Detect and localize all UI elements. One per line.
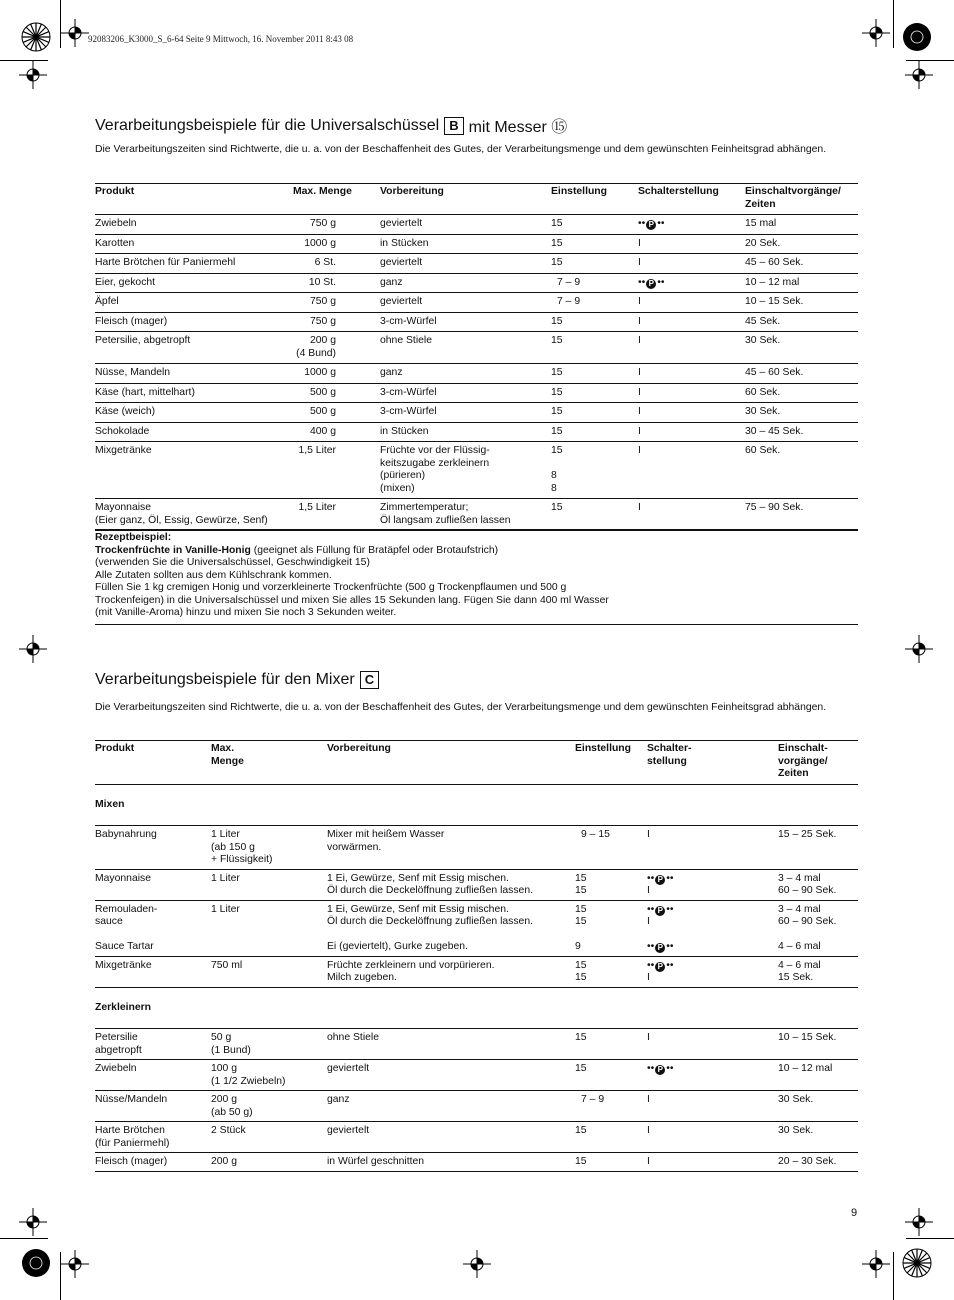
header-vorbereitung: Vorbereitung	[327, 743, 391, 754]
table-row	[95, 383, 858, 403]
recipe-box	[95, 529, 858, 625]
cell-produkt: Mayonnaise	[95, 872, 152, 884]
cell-schalter: •• P •• I •• P ••	[647, 903, 674, 952]
cell-einstellung: 7 – 9	[557, 276, 581, 288]
cell-einstellung: 15	[575, 1032, 587, 1043]
cell-menge: 750 g	[309, 296, 336, 307]
recipe-line: (verwenden Sie die Universalschüssel, Geschwindigkeit 15)	[95, 557, 370, 568]
intro-text: Die Verarbeitungszeiten sind Richtwerte, die u. a. von der Beschaffenheit des Gutes, der Verarbeitungsmenge und dem gewünschten Feinheitsgrad abhängen.	[95, 702, 827, 713]
cell-zeit: 60 Sek.	[745, 386, 781, 398]
cell-menge: 200 g	[211, 1156, 238, 1167]
table-row	[95, 403, 858, 423]
table-row	[95, 442, 858, 499]
recipe-heading: Rezeptbeispiel:	[95, 532, 172, 543]
table-row	[95, 422, 858, 442]
cell-einstellung: 15	[575, 1125, 587, 1136]
cell-menge: 100 g (1 1/2 Zwiebeln)	[211, 1063, 286, 1087]
header-einstellung: Einstellung	[575, 743, 631, 754]
crosshair-icon	[19, 61, 47, 89]
cell-produkt: Fleisch (mager)	[95, 315, 168, 327]
cell-einstellung: 7 – 9	[581, 1094, 605, 1105]
cell-einstellung: 15 15	[575, 959, 587, 983]
cell-menge: 200 g (4 Bund)	[296, 335, 336, 359]
table-row	[95, 234, 858, 254]
cell-schalter: I	[647, 829, 650, 840]
table-row	[95, 1060, 858, 1091]
cell-einstellung: 15	[551, 257, 563, 268]
cell-produkt: Babynahrung	[95, 829, 157, 840]
registration-star-icon	[902, 1248, 932, 1278]
cell-menge: 200 g (ab 50 g)	[211, 1094, 253, 1118]
cell-vorbereitung: Früchte vor der Flüssig- keitszugabe zerkleinern (pürieren) (mixen)	[380, 445, 490, 494]
table-row	[95, 273, 858, 293]
cell-zeit: 75 – 90 Sek.	[745, 502, 804, 513]
cell-vorbereitung: 1 Ei, Gewürze, Senf mit Essig mischen. Öl durch die Deckelöffnung zufließen lassen.	[327, 872, 534, 896]
cell-schalter: I	[638, 257, 641, 268]
cell-schalter: I	[647, 1125, 650, 1136]
cell-produkt: Käse (weich)	[95, 406, 156, 417]
table-row	[95, 332, 858, 364]
cell-schalter: I	[638, 502, 641, 513]
cell-produkt: Fleisch (mager)	[95, 1156, 168, 1167]
cell-produkt: Eier, gekocht	[95, 276, 156, 288]
cell-zeit: 60 Sek.	[745, 445, 781, 456]
table-row	[95, 215, 858, 235]
crosshair-icon	[61, 1250, 89, 1278]
crosshair-icon	[463, 1250, 491, 1278]
registration-star-icon	[21, 22, 51, 52]
cell-vorbereitung: Zimmertemperatur; Öl langsam zufließen lassen	[380, 502, 511, 526]
cell-einstellung: 15 15	[575, 872, 587, 896]
cell-vorbereitung: geviertelt	[327, 1063, 370, 1074]
cell-einstellung: 15	[551, 386, 563, 398]
section-title-universalschuessel	[95, 114, 567, 137]
cell-produkt: Mixgetränke	[95, 959, 152, 971]
table-row	[95, 826, 858, 870]
header-schalter: Schalterstellung	[638, 186, 719, 197]
cell-produkt: Schokolade	[95, 425, 150, 437]
cell-zeit: 3 – 4 mal 60 – 90 Sek.	[778, 872, 837, 896]
table-row	[95, 869, 858, 900]
recipe-line: Trockenfeigen) in die Universalschüssel und mixen Sie alles 15 Sekunden lang. Fügen Sie dann 400 ml Wasser	[95, 594, 609, 606]
cell-zeit: 10 – 15 Sek.	[745, 296, 804, 307]
cell-schalter: I	[638, 315, 641, 327]
cell-schalter: I	[647, 1156, 650, 1167]
cell-vorbereitung: ohne Stiele	[327, 1032, 379, 1043]
table-row	[95, 293, 858, 313]
pulse-switch-symbol: •• P ••	[647, 1063, 674, 1074]
title-text: Verarbeitungsbeispiele für die Universalschüssel	[95, 116, 440, 134]
cell-vorbereitung: 3-cm-Würfel	[380, 406, 437, 417]
crosshair-icon	[61, 19, 89, 47]
cell-produkt: Mixgetränke	[95, 445, 152, 456]
cell-einstellung: 15 15 9	[575, 903, 587, 952]
cell-vorbereitung: geviertelt	[327, 1125, 370, 1136]
cell-zeit: 10 – 15 Sek.	[778, 1032, 837, 1043]
cell-produkt: Nüsse, Mandeln	[95, 367, 171, 378]
cell-menge: 750 g	[309, 315, 336, 327]
cell-einstellung: 15	[551, 335, 563, 346]
cell-einstellung: 15	[551, 406, 563, 417]
cell-zeit: 20 Sek.	[745, 237, 781, 249]
pulse-switch-symbol: •• P ••	[647, 872, 674, 884]
cell-zeit: 15 mal	[745, 218, 777, 229]
table-universalschuessel	[95, 183, 858, 531]
cell-produkt: Zwiebeln	[95, 218, 137, 229]
cell-vorbereitung: in Stücken	[380, 237, 429, 249]
part-letter-badge: C	[360, 671, 379, 689]
cell-produkt: Petersilie abgetropft	[95, 1032, 142, 1056]
table-row	[95, 1029, 858, 1060]
table-mixer	[95, 740, 858, 1172]
cell-zeit: 30 Sek.	[745, 406, 781, 417]
cell-einstellung: 15	[551, 367, 563, 378]
cell-menge: 400 g	[309, 425, 336, 437]
cell-produkt: Harte Brötchen (für Paniermehl)	[95, 1125, 170, 1149]
recipe-dish-note: (geeignet als Füllung für Bratäpfel oder Brotaufstrich)	[250, 544, 499, 556]
cell-schalter: I	[647, 1094, 650, 1105]
cell-menge: 500 g	[309, 386, 336, 398]
cell-produkt: Mayonnaise (Eier ganz, Öl, Essig, Gewürze, Senf)	[95, 502, 268, 526]
cell-vorbereitung: Mixer mit heißem Wasser vorwärmen.	[327, 829, 445, 853]
table-row	[95, 900, 858, 956]
cell-zeit: 30 Sek.	[778, 1125, 814, 1136]
cell-produkt: Zwiebeln	[95, 1063, 137, 1074]
cell-schalter: I	[638, 445, 641, 456]
cell-vorbereitung: ohne Stiele	[380, 335, 432, 346]
group-label: Zerkleinern	[95, 987, 858, 1029]
table-header-row	[95, 741, 858, 785]
cell-vorbereitung: 3-cm-Würfel	[380, 386, 437, 398]
cell-zeit: 10 – 12 mal	[745, 276, 800, 288]
crosshair-icon	[862, 1250, 890, 1278]
cell-produkt: Karotten	[95, 237, 135, 249]
cell-vorbereitung: Früchte zerkleinern und vorpürieren. Milch zugeben.	[327, 959, 495, 983]
cell-einstellung: 15 8 8	[551, 445, 563, 494]
section-title-mixer	[95, 671, 379, 689]
header-vorbereitung: Vorbereitung	[380, 186, 444, 197]
cell-menge: 1000 g	[304, 367, 336, 378]
cell-zeit: 10 – 12 mal	[778, 1063, 833, 1074]
cell-schalter: I	[638, 335, 641, 346]
cell-menge: 750 ml	[211, 959, 243, 971]
recipe-dish: Trockenfrüchte in Vanille-Honig	[95, 544, 251, 556]
cell-zeit: 30 Sek.	[778, 1094, 814, 1105]
cell-vorbereitung: in Stücken	[380, 425, 429, 437]
title-text: Verarbeitungsbeispiele für den Mixer	[95, 671, 355, 688]
cell-schalter	[638, 273, 745, 293]
header-produkt: Produkt	[95, 186, 135, 197]
cell-menge: 1,5 Liter	[298, 445, 336, 456]
cell-vorbereitung: geviertelt	[380, 296, 423, 307]
cell-schalter: •• P •• I	[647, 959, 674, 983]
cell-einstellung: 15	[551, 315, 563, 327]
intro-text: Die Verarbeitungszeiten sind Richtwerte, die u. a. von der Beschaffenheit des Gutes, der Verarbeitungsmenge und dem gewünschten Feinheitsgrad abhängen.	[95, 144, 827, 155]
crosshair-icon	[905, 635, 933, 663]
cell-schalter	[647, 1060, 778, 1091]
cell-einstellung: 15	[575, 1156, 587, 1167]
cell-vorbereitung: in Würfel geschnitten	[327, 1156, 425, 1167]
table-row	[95, 956, 858, 987]
cell-menge: 2 Stück	[211, 1125, 246, 1136]
print-slug: 92083206_K3000_S_6-64 Seite 9 Mittwoch, 16. November 2011 8:43 08	[88, 34, 354, 44]
cell-menge: 500 g	[309, 406, 336, 417]
crosshair-icon	[905, 1208, 933, 1236]
header-zeit: Einschalt- vorgänge/ Zeiten	[778, 743, 828, 779]
header-einstellung: Einstellung	[551, 186, 607, 197]
table-row	[95, 254, 858, 274]
header-schalter: Schalter- stellung	[647, 743, 692, 767]
cell-einstellung: 9 – 15	[581, 829, 610, 840]
cell-produkt: Petersilie, abgetropft	[95, 335, 191, 346]
pulse-switch-symbol: •• P ••	[647, 903, 674, 915]
header-menge: Max. Menge	[293, 186, 352, 197]
cell-produkt: Käse (hart, mittelhart)	[95, 386, 195, 398]
cell-zeit: 45 – 60 Sek.	[745, 257, 804, 268]
cell-einstellung: 15	[551, 237, 563, 249]
table-row	[95, 1122, 858, 1153]
cell-menge: 1000 g	[304, 237, 336, 249]
cell-einstellung: 15	[575, 1063, 587, 1074]
crosshair-icon	[862, 19, 890, 47]
cell-menge: 1,5 Liter	[298, 502, 336, 513]
cell-produkt: Remouladen- sauce Sauce Tartar	[95, 903, 158, 952]
cell-zeit: 30 – 45 Sek.	[745, 425, 804, 437]
recipe-line: (mit Vanille-Aroma) hinzu und mixen Sie noch 3 Sekunden weiter.	[95, 607, 397, 618]
cell-einstellung: 15	[551, 425, 563, 437]
cell-zeit: 30 Sek.	[745, 335, 781, 346]
cell-zeit: 45 Sek.	[745, 315, 781, 327]
cell-produkt: Äpfel	[95, 296, 119, 307]
cell-vorbereitung: ganz	[380, 367, 403, 378]
cell-zeit: 4 – 6 mal 15 Sek.	[778, 959, 821, 983]
cell-zeit: 3 – 4 mal 60 – 90 Sek. 4 – 6 mal	[778, 903, 837, 952]
cell-vorbereitung: 3-cm-Würfel	[380, 315, 437, 327]
cell-vorbereitung: ganz	[380, 276, 403, 288]
cell-menge: 10 St.	[308, 276, 336, 288]
title-suffix: mit Messer ⑮	[468, 119, 568, 136]
cell-zeit: 45 – 60 Sek.	[745, 367, 804, 378]
cell-menge: 750 g	[309, 218, 336, 229]
crosshair-icon	[19, 635, 47, 663]
cell-vorbereitung: 1 Ei, Gewürze, Senf mit Essig mischen. Öl durch die Deckelöffnung zufließen lassen. Ei (geviertelt), Gurke zugeben.	[327, 903, 534, 952]
cell-zeit: 20 – 30 Sek.	[778, 1156, 837, 1167]
cell-schalter: •• P •• I	[647, 872, 674, 896]
registration-star-icon	[902, 22, 932, 52]
crosshair-icon	[905, 61, 933, 89]
cell-vorbereitung: geviertelt	[380, 218, 423, 229]
cell-schalter: I	[638, 296, 641, 307]
cell-einstellung: 15	[551, 502, 563, 513]
recipe-line: Alle Zutaten sollten aus dem Kühlschrank kommen.	[95, 569, 332, 581]
pulse-switch-symbol: •• P ••	[638, 218, 665, 229]
cell-produkt: Nüsse/Mandeln	[95, 1094, 168, 1105]
group-label: Mixen	[95, 784, 858, 826]
table-row	[95, 364, 858, 384]
pulse-switch-symbol: •• P ••	[647, 959, 674, 971]
cell-produkt: Harte Brötchen für Paniermehl	[95, 257, 236, 268]
header-produkt: Produkt	[95, 743, 135, 754]
recipe-line: Füllen Sie 1 kg cremigen Honig und vorzerkleinerte Trockenfrüchte (500 g Trockenpflaumen und 500 g	[95, 582, 567, 593]
table-row	[95, 499, 858, 531]
cell-schalter: I	[638, 425, 641, 437]
table-header-row	[95, 184, 858, 215]
cell-schalter: I	[638, 367, 641, 378]
cell-menge: 1 Liter	[211, 903, 240, 915]
header-menge: Max. Menge	[211, 743, 244, 767]
cell-schalter: I	[638, 237, 641, 249]
group-row	[95, 784, 858, 826]
pulse-switch-symbol: •• P ••	[647, 941, 674, 952]
cell-menge: 50 g (1 Bund)	[211, 1032, 251, 1056]
table-row	[95, 1153, 858, 1172]
cell-menge: 6 St.	[314, 257, 336, 268]
table-row	[95, 312, 858, 332]
cell-schalter	[638, 215, 745, 235]
table-row	[95, 1091, 858, 1122]
cell-schalter: I	[647, 1032, 650, 1043]
header-zeit: Einschaltvorgänge/ Zeiten	[745, 186, 841, 210]
cell-vorbereitung: geviertelt	[380, 257, 423, 268]
cell-schalter: I	[638, 406, 641, 417]
cell-vorbereitung: ganz	[327, 1094, 350, 1105]
crosshair-icon	[19, 1208, 47, 1236]
cell-einstellung: 7 – 9	[557, 296, 581, 307]
part-letter-badge: B	[444, 117, 463, 135]
group-row	[95, 987, 858, 1029]
cell-einstellung: 15	[551, 218, 563, 229]
cell-schalter: I	[638, 386, 641, 398]
registration-star-icon	[21, 1248, 51, 1278]
cell-menge: 1 Liter (ab 150 g + Flüssigkeit)	[211, 829, 273, 865]
page-number: 9	[851, 1207, 858, 1219]
cell-zeit: 15 – 25 Sek.	[778, 829, 837, 840]
cell-menge: 1 Liter	[211, 872, 240, 884]
pulse-switch-symbol: •• P ••	[638, 276, 665, 288]
